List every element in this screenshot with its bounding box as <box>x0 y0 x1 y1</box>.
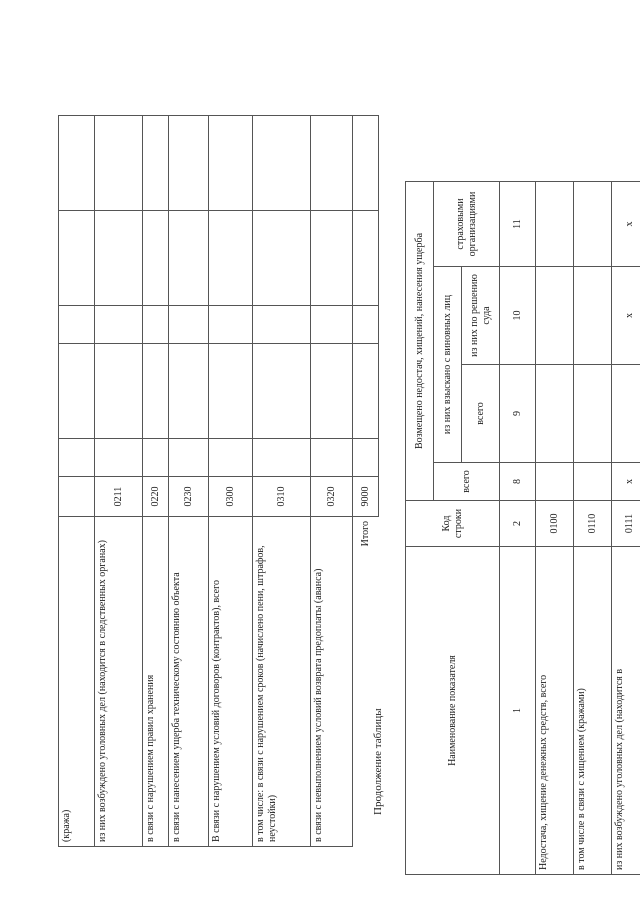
continuation-label: Продолжение таблицы <box>372 708 384 815</box>
cell <box>574 463 612 501</box>
header-name: Наименование показателя <box>406 547 500 875</box>
row-code <box>59 477 95 517</box>
row-code: 0310 <box>253 477 311 517</box>
row-label: в связи с нанесением ущерба техническому состоянию объекта <box>169 517 209 847</box>
row-label: Недостача, хищение денежных средств, всего <box>536 547 574 875</box>
table-row <box>169 116 209 847</box>
row-code: 0230 <box>169 477 209 517</box>
header-total: всего <box>434 463 500 501</box>
cell <box>536 267 574 365</box>
cell <box>536 182 574 267</box>
row-code: 0100 <box>536 501 574 547</box>
row-label: в связи с нарушением правил хранения <box>143 517 169 847</box>
header-guilty: из них взыскано с виновных лиц <box>434 267 462 463</box>
cell: х <box>612 267 640 365</box>
header-group: Возмещено недостач, хищений, нанесения ущерба <box>406 182 434 501</box>
col-number: 1 <box>500 547 536 875</box>
row-label: из них возбуждено уголовных дел (находится в <box>612 547 640 875</box>
number-row <box>500 182 536 875</box>
row-code: 0211 <box>95 477 143 517</box>
row-code: 0300 <box>209 477 253 517</box>
cell <box>574 182 612 267</box>
table-row <box>536 182 574 875</box>
cell <box>574 365 612 463</box>
header-insurance: страховыми организациями <box>434 182 500 267</box>
cell: х <box>612 463 640 501</box>
cell <box>612 365 640 463</box>
col-number: 2 <box>500 501 536 547</box>
col-number: 9 <box>500 365 536 463</box>
table-row <box>209 116 253 847</box>
table-row <box>59 116 95 847</box>
table-row <box>311 116 353 847</box>
row-label: (кража) <box>59 517 95 847</box>
table-row <box>253 116 311 847</box>
cell <box>536 463 574 501</box>
table-row <box>574 182 612 875</box>
table-row <box>143 116 169 847</box>
row-label: в связи с невыполнением условий возврата предоплаты (аванса) <box>311 517 353 847</box>
header-court: из них по решению суда <box>462 267 500 365</box>
table-row <box>95 116 143 847</box>
col-number: 8 <box>500 463 536 501</box>
row-code: 0220 <box>143 477 169 517</box>
row-code: 0320 <box>311 477 353 517</box>
row-code: 0111 <box>612 501 640 547</box>
row-label: в том числе: в связи с нарушением сроков (начислено пени, штрафов, неустойки) <box>253 517 311 847</box>
table-bottom <box>405 181 640 875</box>
cell <box>536 365 574 463</box>
row-label: из них возбуждено уголовных дел (находится в следственных органах) <box>95 517 143 847</box>
row-code: 0110 <box>574 501 612 547</box>
row-label: в том числе в связи с хищением (кражами) <box>574 547 612 875</box>
row-label: В связи с нарушением условий договоров (контрактов), всего <box>209 517 253 847</box>
table-top <box>58 115 379 847</box>
header-guilty-total: всего <box>462 365 500 463</box>
col-number: 11 <box>500 182 536 267</box>
cell <box>574 267 612 365</box>
total-label: Итого <box>353 517 379 847</box>
table-row <box>612 182 640 875</box>
col-number: 10 <box>500 267 536 365</box>
header-code: Код строки <box>406 501 500 547</box>
total-code: 9000 <box>353 477 379 517</box>
cell: х <box>612 182 640 267</box>
